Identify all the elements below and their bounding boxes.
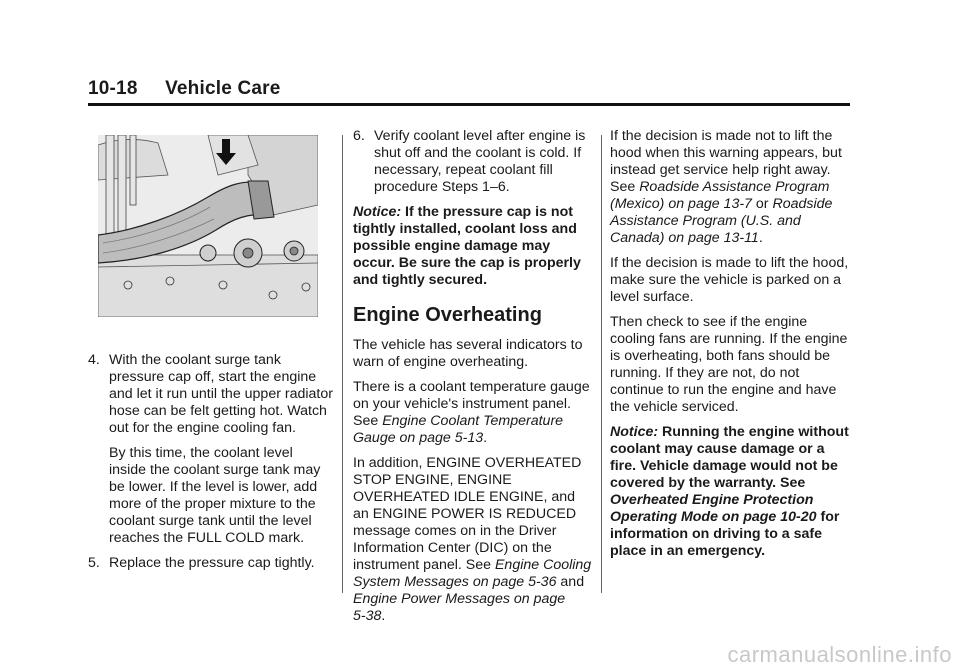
header-rule xyxy=(88,103,850,106)
notice-text: If the pressure cap is not tightly installed, coolant loss and possible engine damage may occur. Be sure the cap is properly and tightly secured. xyxy=(353,204,581,288)
step-number: 4. xyxy=(88,352,100,368)
column-divider-2 xyxy=(601,135,602,593)
notice-text: Running the engine without coolant may cause damage or a fire. Vehicle damage would not be covered by the warranty. See xyxy=(610,424,849,491)
text: . xyxy=(381,608,386,624)
step-number: 5. xyxy=(88,555,100,571)
cross-reference-link[interactable]: Engine Cooling System Messages on page 5‑36 xyxy=(353,557,592,590)
paragraph: If the decision is made to lift the hood, make sure the vehicle is parked on a level surface. xyxy=(610,255,849,305)
column-3 xyxy=(610,128,852,568)
step-number: 6. xyxy=(353,128,365,144)
text: and xyxy=(556,574,585,590)
page-header xyxy=(88,78,281,100)
text: . xyxy=(483,430,488,446)
column-divider-1 xyxy=(342,135,343,593)
engine-hose-figure xyxy=(98,135,318,317)
cross-reference-link[interactable]: Roadside Assistance Program (U.S. and Canada) on page 13‑11 xyxy=(610,196,833,246)
cross-reference-link[interactable]: Engine Power Messages on page 5‑38 xyxy=(353,591,566,624)
step-6 xyxy=(353,128,593,196)
step-text: Replace the pressure cap tightly. xyxy=(109,555,315,571)
text: or xyxy=(751,196,773,212)
watermark: carmanualsonline.info xyxy=(727,642,952,667)
notice-paragraph xyxy=(610,424,852,560)
notice-label: Notice: xyxy=(353,204,402,220)
column-2 xyxy=(353,128,593,633)
column-1 xyxy=(88,352,333,580)
paragraph xyxy=(610,128,852,247)
paragraph xyxy=(353,379,593,447)
paragraph xyxy=(353,455,593,625)
text: In addition, ENGINE OVERHEATED STOP ENGINE, ENGINE OVERHEATED IDLE ENGINE, and an ENGINE POWER IS REDUCED message comes on in the Driver Information Center (DIC) on the instrument panel. See xyxy=(353,455,582,573)
step-text: With the coolant surge tank pressure cap off, start the engine and let it run until the upper radiator hose can be felt getting hot. Watch out for the engine cooling fan. xyxy=(109,352,333,436)
text: If the decision is made not to lift the hood when this warning appears, but instead get service help right away. See xyxy=(610,128,842,195)
cross-reference-link[interactable]: Overheated Engine Protection Operating Mode on page 10‑20 xyxy=(610,492,817,525)
step-5 xyxy=(88,555,333,572)
step-text: Verify coolant level after engine is shut off and the coolant is cold. If necessary, repeat coolant fill procedure Steps 1–6. xyxy=(374,128,586,195)
step-4 xyxy=(88,352,333,437)
notice-paragraph xyxy=(353,204,593,289)
paragraph: The vehicle has several indicators to warn of engine overheating. xyxy=(353,337,583,370)
section-title: Vehicle Care xyxy=(165,78,281,99)
notice-text: for information on driving to a safe place in an emergency. xyxy=(610,509,840,559)
cross-reference-link[interactable]: Engine Coolant Temperature Gauge on page 5‑13 xyxy=(353,413,564,446)
step-4-followup: By this time, the coolant level inside the coolant surge tank may be lower. If the level is lower, add more of the proper mixture to the coolant surge tank until the level reaches the FULL COLD mark. xyxy=(109,445,321,546)
paragraph: Then check to see if the engine cooling fans are running. If the engine is overheating, both fans should be running. If they are not, do not continue to run the engine and have the vehicle serviced. xyxy=(610,314,848,415)
section-heading: Engine Overheating xyxy=(353,304,542,326)
cross-reference-link[interactable]: Roadside Assistance Program (Mexico) on page 13‑7 xyxy=(610,179,830,212)
engine-coolant-hose-illustration xyxy=(98,135,318,317)
notice-label: Notice: xyxy=(610,424,659,440)
page-number: 10-18 xyxy=(88,78,138,99)
text: . xyxy=(758,230,763,246)
text: There is a coolant temperature gauge on your vehicle's instrument panel. See xyxy=(353,379,590,429)
